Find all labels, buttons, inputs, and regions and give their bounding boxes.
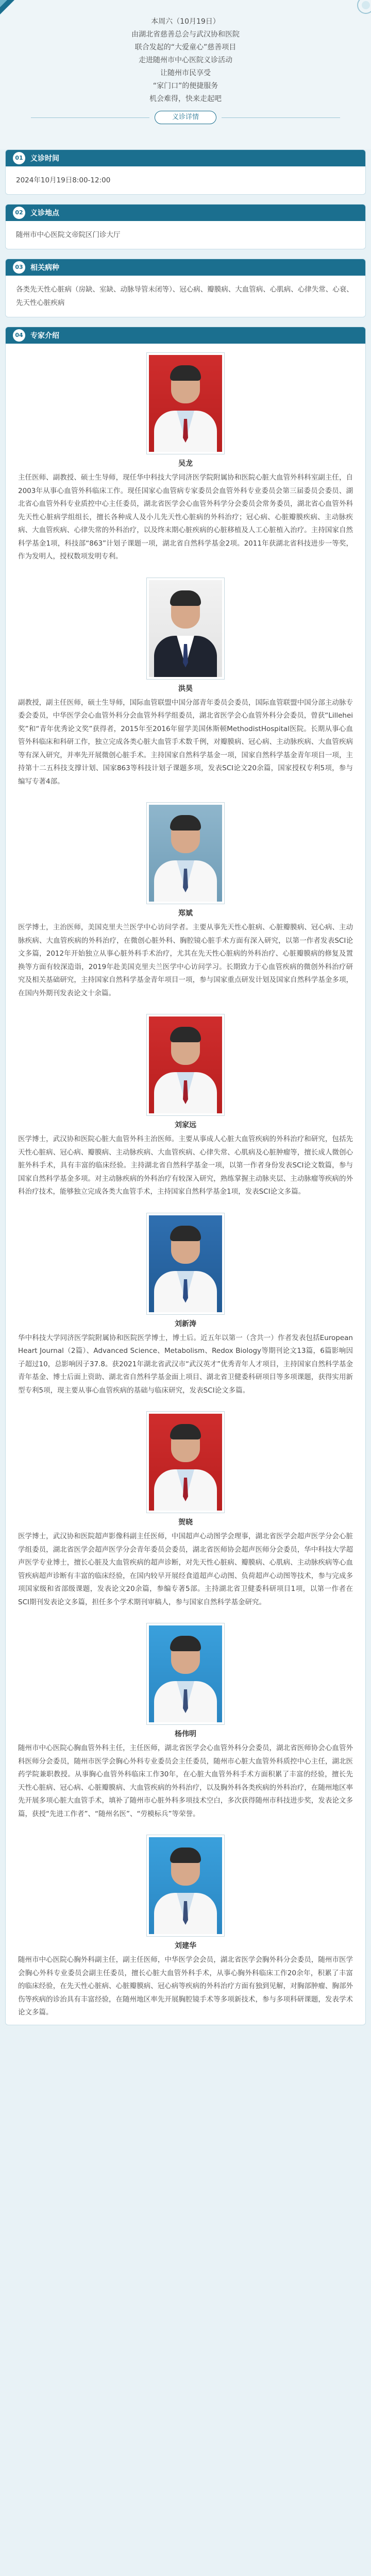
- expert-name: 刘建华: [175, 1942, 196, 1950]
- expert-card: [6, 344, 365, 569]
- intro-line: 让随州市民享受: [160, 69, 211, 77]
- intro-line: 由湖北省慈善总会与武汉协和医院: [131, 30, 240, 39]
- expert-bio: 随州市中心医院心胸血管外科主任，主任医师，湖北省医学会心血管外科分会委员，湖北省医师协会心血管外科医师分会委员，随州市医学会胸心外科专业委员会主任委员，随州市心脏大血管外科质控中心主任，湖北医药学院兼职教授。从事胸心血管外科临床工作30年，在心脏大血管外科手术方面积累了丰富的经验，擅长先天性心脏病、冠心病、心脏瓣膜病、大血管疾病的外科治疗，以及胸外科各类疾病的外科治疗，在随州地区率先开展多项心脏大血管手术，填补了随州市心脏外科多项技术空白，多次获得随州市科技进步奖，发表论文多篇，获授“先进工作者”、“随州名医”、“劳模标兵”等荣誉。: [18, 1744, 353, 1818]
- section-title: 义诊地点: [30, 209, 59, 217]
- top-banner: [0, 0, 371, 149]
- expert-name: 刘家远: [175, 1121, 196, 1129]
- section-experts: [5, 327, 366, 2025]
- expert-photo: [147, 1014, 224, 1115]
- intro-line: 机会难得，快来走起吧: [149, 95, 222, 103]
- expert-card: [6, 569, 365, 794]
- expert-photo: [147, 353, 224, 454]
- expert-photo: [147, 1412, 224, 1513]
- expert-name: 杨伟明: [175, 1730, 196, 1738]
- intro-line: 联合发起的“大爱童心”慈善项目: [134, 43, 237, 52]
- expert-bio: 医学博士，武汉协和医院心脏大血管外科主治医师。主要从事成人心脏大血管疾病的外科治疗和研究，包括先天性心脏病、冠心病、瓣膜病、主动脉疾病、大血管疾病、心律失常、心肌病及心脏肿瘤等，擅长成人微创心脏外科手术，具有丰富的临床经验。主持湖北省自然科学基金一项，以第一作者身份发表SCI论文数篇，参与国家自然科学基金多项。对主动脉疾病的外科治疗有较深入研究，熟练掌握主动脉夹层、主动脉瘤等疾病的外科治疗技术，能够独立完成各类大血管手术，主持国家自然科学基金1项，发表SCI论文多篇。: [18, 1135, 353, 1196]
- expert-bio: 主任医师、副教授、硕士生导师，现任华中科技大学同济医学院附属协和医院心脏大血管外科科室副主任，自2003年从事心血管外科临床工作。现任国家心血管病专家委员会血管外科专业委员会第三届委员会委员、湖北省心血管外科专业质控中心主任委员，湖北省医学会心血管外科学分会委员会常务委员，湖北省心血管外科先天性心脏病学组组长，擅长各种成人及小儿先天性心脏病的外科治疗；冠心病、心脏瓣膜疾病、主动脉疾病、大血管疾病、心律失常的外科治疗，以及终末期心脏疾病的心脏移植及人工心脏植入治疗。主持国家自然科学基金1项，科技部“863”计划子课题一项，湖北省自然科学基金2项。2011年获湖北省科技进步一等奖，作为发明人，授权数项发明专利。: [18, 473, 353, 561]
- expert-photo: [147, 578, 224, 679]
- section-body: 随州市中心医院文帝院区门诊大厅: [16, 231, 121, 239]
- expert-name: 贺晓: [178, 1518, 193, 1527]
- expert-name: 郑斌: [178, 909, 193, 918]
- expert-name: 吴龙: [178, 460, 193, 468]
- section-header: [6, 327, 365, 344]
- section-diseases: [5, 259, 366, 317]
- section-body: 2024年10月19日8:00-12:00: [16, 176, 111, 184]
- section-header: [6, 259, 365, 276]
- expert-card: [6, 1402, 365, 1614]
- divider: [31, 117, 149, 118]
- sections: [0, 149, 371, 2035]
- expert-card: [6, 1005, 365, 1204]
- expert-photo: [147, 1213, 224, 1314]
- expert-card: [6, 793, 365, 1005]
- intro-line: 本周六（10月19日）: [151, 18, 220, 26]
- expert-name: 刘新涛: [175, 1319, 196, 1328]
- expert-photo: [147, 803, 224, 904]
- section-title: 义诊时间: [30, 155, 59, 163]
- section-number: 02: [13, 207, 25, 219]
- section-location: [5, 204, 366, 249]
- section-body: 各类先天性心脏病（房缺、室缺、动脉导管未闭等）、冠心病、瓣膜病、大血管病、心肌病、心律失常、心衰、先天性心脏疾病: [16, 285, 353, 307]
- expert-card: [6, 1826, 365, 2025]
- expert-card: [6, 1204, 365, 1403]
- section-number: 01: [13, 152, 25, 164]
- section-header: [6, 205, 365, 221]
- expert-bio: 副教授，副主任医师，硕士生导师，国际血管联盟中国分部青年委员会委员，国际血管联盟中国分部主动脉专委会委员，中华医学会心血管外科分会血管外科学组委员，湖北省医学会心血管外科分会委员，曾获“Lillehei奖”和“青年优秀论文奖”获得者，2015年至2016年留学美国休斯顿MethodistHospital医院。长期从事心血管外科临床和科研工作，独立完成各类心脏大血管手术数千例，对瓣膜病、冠心病、主动脉疾病、大血管疾病等有深入研究，并率先开展微创心脏手术。主持国家自然科学基金一项，国家自然科学基金青年项目一项，主持第十二五科技支撑计划、国家863等科技计划子课题多项，发表SCI论文20余篇，国家授权专利5项，参与编写专著4部。: [18, 698, 353, 786]
- detail-pill: 义诊详情: [155, 111, 216, 124]
- section-header: [6, 150, 365, 166]
- divider: [222, 117, 340, 118]
- expert-bio: 随州市中心医院心胸外科副主任，副主任医师，中华医学会会员，湖北省医学会胸外科分会委员，随州市医学会胸心外科专业委员会副主任委员，擅长心脏大血管外科手术，从事心胸外科临床工作20余年，积累了丰富的临床经验，在先天性心脏病、心脏瓣膜病、冠心病等疾病的外科治疗方面有独到见解，对胸部肿瘤、胸部外伤等疾病的诊治具有丰富经验，在随州地区率先开展胸腔镜手术等多项新技术，参与多项科研课题，发表学术论文多篇。: [18, 1956, 353, 2016]
- section-title: 相关病种: [30, 264, 59, 272]
- expert-bio: 医学博士，武汉协和医院超声影像科副主任医师，中国超声心动图学会理事，湖北省医学会超声医学分会心脏学组委员，湖北省医学会超声医学分会青年委员会委员，湖北省医师协会超声医师分会委员，华中科技大学超声医学专业博士，擅长心脏及大血管疾病的超声诊断，对先天性心脏病、瓣膜病、心肌病、主动脉疾病等心血管疾病超声诊断有丰富的临床经验，在国内较早开展经食道超声心动图、负荷超声心动图等技术，参与完成多项国家级和省部级课题，发表论文20余篇，参编专著5部。主持湖北省卫健委科研项目1项，以第一作者在SCI期刊发表论文多篇，担任多个学术期刊审稿人，参与国家自然科学基金研究。: [18, 1532, 353, 1606]
- expert-card: [6, 1614, 365, 1826]
- intro-text: [0, 15, 371, 106]
- intro-line: 走进随州市中心医院义诊活动: [139, 56, 232, 64]
- expert-photo: [147, 1623, 224, 1724]
- expert-photo: [147, 1835, 224, 1936]
- expert-name: 洪昊: [178, 684, 193, 693]
- section-title: 专家介绍: [30, 332, 59, 340]
- section-number: 04: [13, 329, 25, 342]
- expert-bio: 医学博士，主治医师，美国克里夫兰医学中心访问学者。主要从事先天性心脏病、心脏瓣膜病、冠心病、主动脉疾病、大血管疾病的外科治疗，在微创心脏外科、胸腔镜心脏手术方面有深入研究，以第一作者发表SCI论文多篇，2012年开始独立从事心脏外科手术治疗，尤其在先天性心脏病的外科治疗、心脏瓣膜病的修复及置换等方面有较深造诣，2019年赴美国克里夫兰医学中心访问学习。长期致力于心血管疾病的微创外科治疗研究及相关基础研究，主持国家自然科学基金青年项目一项，参与国家重点研发计划及国家自然科学基金多项，在国内外期刊发表论文十余篇。: [18, 923, 353, 997]
- expert-bio: 华中科技大学同济医学院附属协和医院医学博士，博士后。近五年以第一（含共一）作者发表包括European Heart Journal（2篇）、Advanced Science、Metabolism、Redox Biology等期刊论文13篇，6篇影响因子超过10，总影响因子37.8。获2021年湖北省武汉市“武汉英才”优秀青年人才项目，主持国家自然科学基金青年基金、博士后面上资助、湖北省自然科学基金面上项目、湖北省卫健委科研项目等多项课题，获得实用新型专利5项，现主要从事心血管疾病的基础与临床研究，发表SCI论文多篇。: [18, 1333, 353, 1395]
- intro-line: “家门口”的便捷服务: [153, 82, 218, 90]
- section-number: 03: [13, 261, 25, 274]
- section-time: [5, 149, 366, 195]
